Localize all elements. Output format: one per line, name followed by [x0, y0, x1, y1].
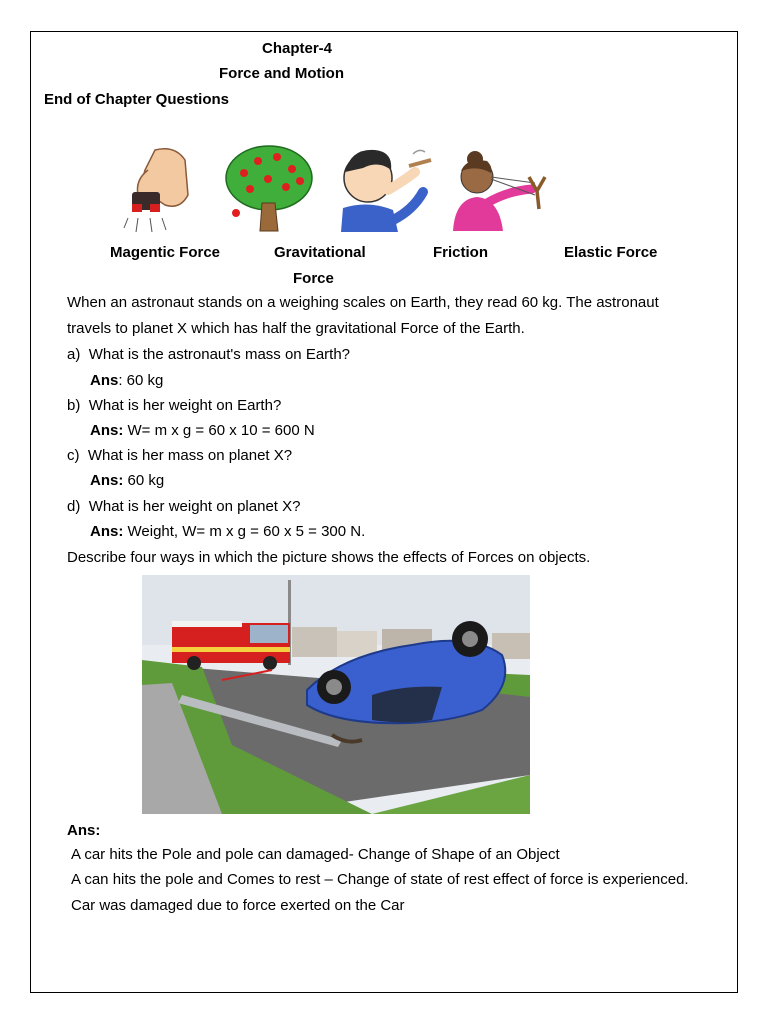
- answer-line-1: A car hits the Pole and pole can damaged- Change of Shape of an Object: [71, 846, 560, 863]
- question-text: What is her mass on planet X?: [87, 447, 293, 464]
- answer-a: [90, 372, 163, 389]
- intro-line-1: When an astronaut stands on a weighing scales on Earth, they read 60 kg. The astronaut: [67, 294, 659, 311]
- force-label-elastic: Elastic Force: [564, 244, 658, 261]
- boy-rubbing-hands-icon: [333, 140, 438, 232]
- answer-text: Weight, W= m x g = 60 x 5 = 300 N.: [123, 523, 366, 540]
- question-a: [67, 346, 350, 363]
- force-label-gravitational: Gravitational: [274, 244, 366, 261]
- answer-text: : 60 kg: [118, 372, 164, 389]
- car-crash-photo: [142, 575, 530, 814]
- question-text: What is the astronaut's mass on Earth?: [88, 346, 351, 363]
- question-text: What is her weight on planet X?: [88, 498, 301, 515]
- apple-tree-icon: [222, 143, 317, 235]
- answer-c: [90, 472, 164, 489]
- answer-text: W= m x g = 60 x 10 = 600 N: [123, 422, 315, 439]
- answer-text: 60 kg: [123, 472, 165, 489]
- answer-d: [90, 523, 365, 540]
- answer-line-2: A can hits the pole and Comes to rest – Change of state of rest effect of force is experienced.: [71, 871, 689, 888]
- question-d: [67, 498, 300, 515]
- magnet-hand-icon: [120, 140, 195, 235]
- question-letter: a): [67, 346, 81, 363]
- chapter-title: Force and Motion: [219, 65, 344, 82]
- force-label-magnetic: Magentic Force: [110, 244, 221, 261]
- question-letter: b): [67, 397, 81, 414]
- section-heading: End of Chapter Questions: [44, 91, 230, 108]
- answer-label: Ans:: [90, 472, 124, 489]
- force-label-gravitational-2: Force: [293, 270, 334, 287]
- answer-heading: Ans:: [67, 822, 101, 839]
- girl-slingshot-icon: [447, 143, 552, 233]
- answer-b: [90, 422, 315, 439]
- question-c: [67, 447, 292, 464]
- question-letter: c): [67, 447, 80, 464]
- force-label-friction: Friction: [433, 244, 488, 261]
- question-b: [67, 397, 281, 414]
- question-letter: d): [67, 498, 81, 515]
- answer-line-3: Car was damaged due to force exerted on the Car: [71, 897, 405, 914]
- answer-label: Ans: [90, 372, 119, 389]
- answer-label: Ans:: [90, 422, 124, 439]
- answer-label: Ans:: [90, 523, 124, 540]
- describe-prompt: Describe four ways in which the picture shows the effects of Forces on objects.: [67, 549, 591, 566]
- question-text: What is her weight on Earth?: [88, 397, 282, 414]
- intro-line-2: travels to planet X which has half the gravitational Force of the Earth.: [67, 320, 525, 337]
- chapter-number: Chapter-4: [262, 40, 333, 57]
